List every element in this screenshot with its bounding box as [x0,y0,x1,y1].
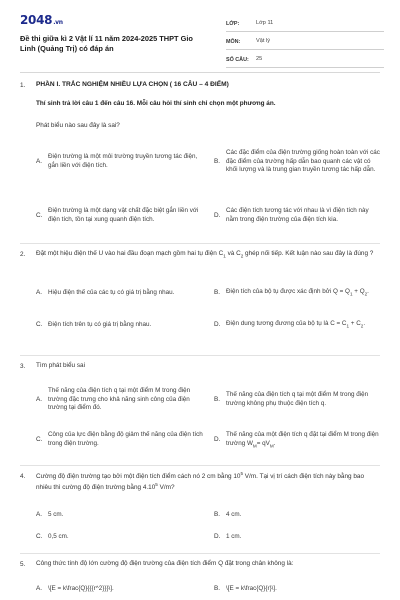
question-number: 5. [20,561,26,568]
section-title: PHẦN I. TRẮC NGHIỆM NHIỀU LỰA CHỌN ( 16 CÂU – 4 ĐIỂM) [36,81,229,88]
option-a[interactable] [36,382,208,418]
option-label: A. [36,510,43,518]
meta-value: Vật lý [256,38,270,45]
option-label: C. [36,211,43,219]
option-b[interactable] [214,382,380,418]
option-text: 4 cm. [226,510,242,518]
option-c[interactable] [36,312,208,338]
option-label: A. [36,157,43,165]
option-text: Điện tích trên tụ có giá trị bằng nhau. [48,320,152,328]
option-label: B. [214,157,221,165]
option-label: C. [36,532,43,540]
question-stem: Công thức tính độ lớn cường độ điện trường của điện tích điểm Q đặt trong chân không là: [36,560,294,567]
question-stem: Đặt một hiệu điện thế U vào hai đầu đoạn mạch gồm hai tụ điện $C_1$ và $C_2$ ghép nối tiếp. Kết luận nào sau đây là đúng ? [36,250,374,259]
option-text: Thế năng của một điện tích q đặt tại điểm M trong điện trường $W_M= qV_M$. [226,430,379,448]
meta-key: SỐ CÂU: [226,56,249,63]
question-divider [20,465,380,466]
document-title: Đề thi giữa kì 2 Vật lí 11 năm 2024-2025 THPT Gio Linh (Quảng Trị) có đáp án [20,34,193,53]
question-divider [20,243,380,244]
option-text: \[E = k\frac{Q}{{{r^2}}}\]. [48,584,114,592]
meta-value: 25 [256,56,263,63]
option-text: Thế năng của điện tích q tại một điểm M trong điện trường đặc trưng cho khả năng sinh công của điện trường tại điểm đó. [48,386,191,412]
meta-value: Lớp 11 [256,20,274,27]
meta-row-subject [226,32,384,50]
meta-row-grade [226,14,384,32]
question-divider [20,553,380,554]
question-stem: Phát biểu nào sau đây là sai? [36,122,120,129]
logo-suffix: .vn [53,19,63,26]
question-stem: Cường độ điện trường tạo bởi một điện tích điểm cách nó 2 cm bằng $10^5$ V/m. Tại vị trí cách điện tích này bằng bao nhiêu thì cường độ điện trường bằng 4.10$^5$ V/m? [36,471,365,491]
option-label: C. [36,435,43,443]
option-text: Thế năng của điện tích q tại một điểm M trong điện trường không phụ thuộc điện tích q. [226,391,369,407]
option-b[interactable] [214,582,380,596]
meta-key: MÔN: [226,38,241,45]
question-number: 4. [20,473,26,480]
option-text: Điện dung tương đương của bộ tụ là $C = C_1 + C_2$. [226,320,366,329]
option-text: 0,5 cm. [48,532,69,540]
option-text: Công của lực điện bằng độ giảm thế năng của điện tích trong điện trường. [48,431,203,447]
option-a[interactable] [36,508,208,522]
option-text: Điện tích của bộ tụ được xác định bởi $Q = Q_1 + Q_2$. [226,288,369,297]
option-label: B. [214,510,221,518]
option-d[interactable] [214,530,380,544]
option-text: Điện trường là một môi trường truyền tương tác điện, gắn liền với điện tích. [48,153,198,169]
option-label: D. [214,320,221,328]
section-instruction: Thí sinh trả lời câu 1 đến câu 16. Mỗi câu hỏi thí sinh chỉ chọn một phương án. [36,100,276,107]
option-c[interactable] [36,530,208,544]
option-label: C. [36,320,43,328]
option-text: Các điện tích tương tác với nhau là vì điện tích này nằm trong điện trường của điện tích kia. [226,207,369,223]
option-d[interactable] [214,312,380,338]
question-number: 2. [20,251,26,258]
logo-main: 2048 [20,13,53,27]
option-label: D. [214,532,221,540]
question-number: 3. [20,363,26,370]
question-number: 1. [20,82,26,89]
option-d[interactable] [214,426,380,454]
meta-key: LỚP: [226,20,240,27]
option-text: Các đặc điểm của điện trường giống hoàn toàn với các đặc điểm của trường hấp dẫn bao quanh các vật có khối lượng và là trung gian truyền tương tác hấp dẫn. [226,148,380,174]
option-label: B. [214,288,221,296]
option-d[interactable] [214,198,380,234]
option-label: A. [36,288,43,296]
option-a[interactable] [36,140,208,184]
option-text: Hiệu điện thế của các tụ có giá trị bằng nhau. [48,288,175,296]
option-label: A. [36,584,43,592]
option-text: Điện trường là một dạng vật chất đặc biệt gắn liền với điện tích, tồn tại xung quanh điện tích. [48,207,199,223]
meta-row-count [226,50,384,68]
option-label: D. [214,435,221,443]
option-label: B. [214,584,221,592]
option-c[interactable] [36,426,208,454]
option-text: 5 cm. [48,510,64,518]
option-b[interactable] [214,508,380,522]
option-label: D. [214,211,221,219]
header-divider [20,72,380,73]
meta-panel [226,14,384,68]
option-a[interactable] [36,280,208,306]
option-c[interactable] [36,198,208,234]
option-label: B. [214,395,221,403]
option-b[interactable] [214,280,380,306]
question-divider [20,355,380,356]
option-b[interactable] [214,140,380,184]
option-label: A. [36,395,43,403]
question-stem: Tìm phát biểu sai [36,362,86,369]
option-a[interactable] [36,582,208,596]
option-text: \[E = k\frac{Q}{r}\]. [226,584,277,592]
document-header [0,0,400,70]
option-text: 1 cm. [226,532,242,540]
